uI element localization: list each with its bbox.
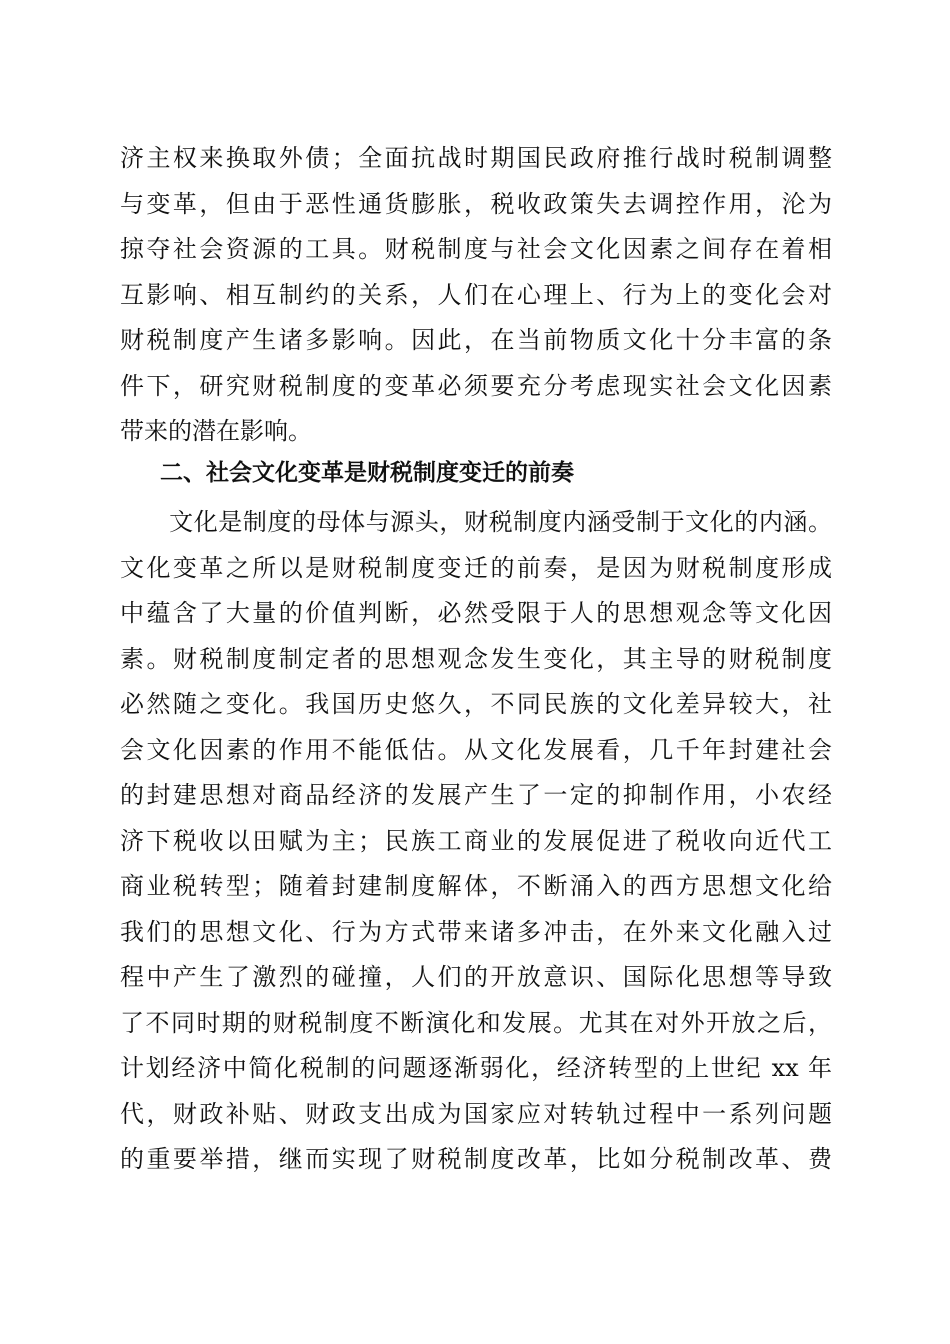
paragraph-2-line: 素。财税制度制定者的思想观念发生变化，其主导的财税制度 [120,644,832,673]
paragraph-2-line: 济下税收以田赋为主；民族工商业的发展促进了税收向近代工 [120,826,832,855]
paragraph-1-line: 与变革，但由于恶性通货膨胀，税收政策失去调控作用，沦为 [120,189,832,218]
paragraph-2-line: 商业税转型；随着封建制度解体，不断涌入的西方思想文化给 [120,872,832,900]
paragraph-2-line: 我们的思想文化、行为方式带来诸多冲击，在外来文化融入过 [120,917,832,946]
paragraph-1-line: 件下，研究财税制度的变革必须要充分考虑现实社会文化因素 [120,371,832,400]
paragraph-2-line: 会文化因素的作用不能低估。从文化发展看，几千年封建社会 [120,735,832,764]
paragraph-1-line: 济主权来换取外债；全面抗战时期国民政府推行战时税制调整 [120,144,832,172]
paragraph-2-line: 代，财政补贴、财政支出成为国家应对转轨过程中一系列问题 [120,1099,832,1128]
section-heading: 二、社会文化变革是财税制度变迁的前奏 [160,460,574,486]
paragraph-2-line: 计划经济中简化税制的问题逐渐弱化，经济转型的上世纪 xx 年 [120,1054,832,1082]
paragraph-1-line: 互影响、相互制约的关系，人们在心理上、行为上的变化会对 [120,280,832,309]
paragraph-1-line: 带来的潜在影响。 [120,417,312,445]
paragraph-2-line: 中蕴含了大量的价值判断，必然受限于人的思想观念等文化因 [120,599,832,627]
paragraph-1-line: 掠夺社会资源的工具。财税制度与社会文化因素之间存在着相 [120,235,832,263]
paragraph-1-line: 财税制度产生诸多影响。因此，在当前物质文化十分丰富的条 [120,326,832,354]
paragraph-2-line: 的封建思想对商品经济的发展产生了一定的抑制作用，小农经 [120,781,832,809]
paragraph-2-line: 了不同时期的财税制度不断演化和发展。尤其在对外开放之后， [120,1008,832,1037]
paragraph-2-line: 程中产生了激烈的碰撞，人们的开放意识、国际化思想等导致 [120,963,832,991]
paragraph-2-line: 必然随之变化。我国历史悠久，不同民族的文化差异较大，社 [120,690,832,718]
paragraph-2-line: 文化变革之所以是财税制度变迁的前奏，是因为财税制度形成 [120,553,832,582]
paragraph-1 [120,136,832,455]
paragraph-2-line: 的重要举措，继而实现了财税制度改革，比如分税制改革、费 [120,1145,832,1173]
paragraph-2 [120,500,832,1183]
paragraph-2-line: 文化是制度的母体与源头，财税制度内涵受制于文化的内涵。 [120,508,832,536]
